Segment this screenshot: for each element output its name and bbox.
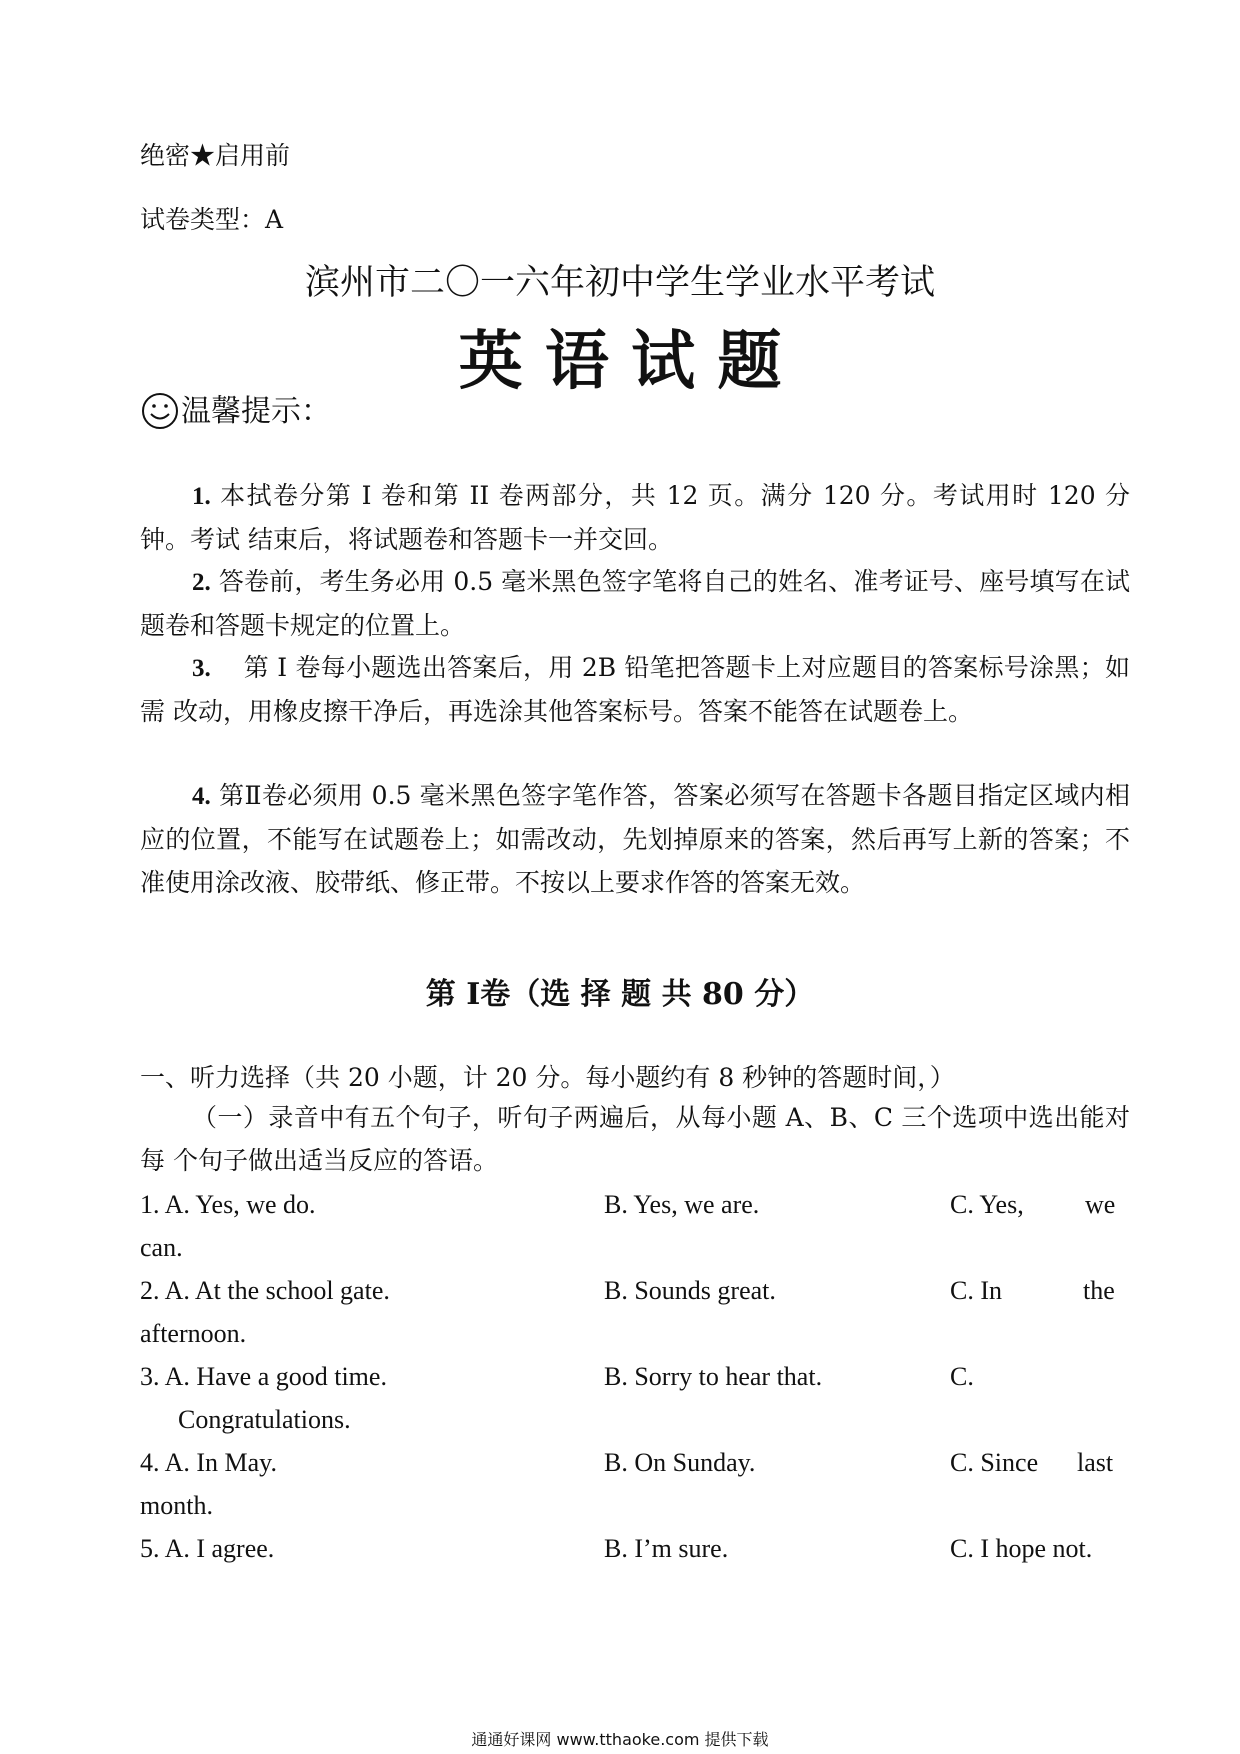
instruction-number: 2. [192, 569, 211, 596]
q1-option-c-cont: we [1085, 1190, 1116, 1219]
q2-option-c-wrap: afternoon. [140, 1319, 247, 1348]
footer-download-note: 通通好课网 www.tthaoke.com 提供下载 [471, 1730, 769, 1749]
instruction-number: 3. [192, 655, 211, 682]
q1-option-c: C. Yes, [950, 1190, 1024, 1219]
paper-type-label: 试卷类型：A [140, 205, 284, 234]
q1-option-a: 1. A. Yes, we do. [140, 1190, 316, 1219]
listening-heading: 一、听力选择（共 20 小题，计 20 分。每小题约有 8 秒钟的答题时间，） [140, 1063, 955, 1092]
instruction-3 [140, 646, 1130, 733]
q2-option-a: 2. A. At the school gate. [140, 1276, 390, 1305]
instruction-2 [140, 560, 1130, 647]
smiley-icon [141, 392, 179, 430]
instruction-number: 1. [192, 483, 211, 510]
tips-label: 温馨提示： [181, 394, 331, 429]
q4-option-c: C. Since [950, 1448, 1039, 1477]
q5-option-a: 5. A. I agree. [140, 1534, 275, 1563]
instruction-number: 4. [192, 783, 211, 810]
exam-title: 滨州市二〇一六年初中学生学业水平考试 [304, 263, 935, 303]
listening-subheading: （一）录音中有五个句子，听句子两遍后，从每小题 A、B、C 三个选项中选出能对每 个句子做出适当反应的答语。 [140, 1103, 1130, 1175]
instruction-4 [140, 774, 1130, 904]
q4-option-a: 4. A. In May. [140, 1448, 277, 1477]
instruction-text: 第Ⅱ卷必须用 0.5 毫米黑色签字笔作答，答案必须写在答题卡各题目指定区域内相 应的位置，不能写在试题卷上；如需改动，先划掉原来的答案，然后再写上新的答案；不 准使用涂改液、胶带纸、修正带。不按以上要求作答的答案无效。 [140, 781, 1130, 897]
secrecy-label: 绝密★启用前 [140, 141, 291, 170]
section-title: 第 I卷（选 择 题 共 80 分） [425, 977, 815, 1012]
instruction-text: 第 I 卷每小题选出答案后，用 2B 铅笔把答题卡上对应题目的答案标号涂黑；如需 改动，用橡皮擦干净后，再选涂其他答案标号。答案不能答在试题卷上。 [140, 653, 1130, 726]
q1-option-c-wrap: can. [140, 1233, 183, 1262]
instruction-1 [140, 474, 1130, 561]
q3-option-c: C. [950, 1362, 974, 1391]
q4-option-c-wrap: month. [140, 1491, 213, 1520]
q5-option-c: C. I hope not. [950, 1534, 1093, 1563]
q1-option-b: B. Yes, we are. [604, 1190, 760, 1219]
q5-option-b: B. I’m sure. [604, 1534, 729, 1563]
q2-option-b: B. Sounds great. [604, 1276, 776, 1305]
q3-option-b: B. Sorry to hear that. [604, 1362, 823, 1391]
q4-option-c-cont: last [1077, 1448, 1114, 1477]
q2-option-c: C. In [950, 1276, 1002, 1305]
q2-option-c-cont: the [1083, 1276, 1115, 1305]
q3-option-a: 3. A. Have a good time. [140, 1362, 387, 1391]
subject-title: 英 语 试 题 [458, 324, 782, 399]
q3-option-c-wrap: Congratulations. [178, 1405, 351, 1434]
instruction-text: 答卷前，考生务必用 0.5 毫米黑色签字笔将自己的姓名、准考证号、座号填写在试 题卷和答题卡规定的位置上。 [140, 567, 1130, 640]
instruction-text: 本拭卷分第 I 卷和第 II 卷两部分，共 12 页。满分 120 分。考试用时 120 分钟。考试 结束后，将试题卷和答题卡一并交回。 [140, 481, 1130, 554]
q4-option-b: B. On Sunday. [604, 1448, 756, 1477]
